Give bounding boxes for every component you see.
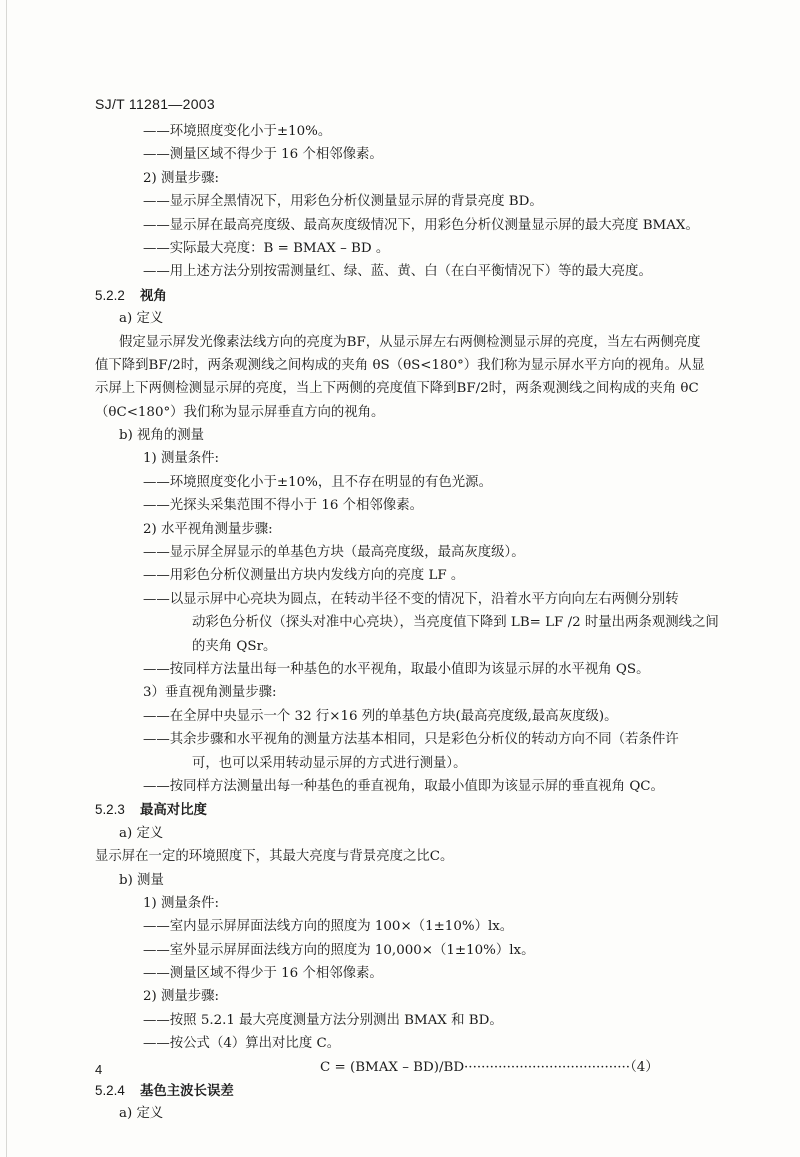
text-line: 的夹角 QSr。	[192, 638, 277, 654]
text-line: ——显示屏全黑情况下，用彩色分析仪测量显示屏的背景亮度 BD。	[143, 194, 543, 210]
section-heading	[0, 284, 800, 307]
text-line: ——按同样方法测量出每一种基色的垂直视角，取最小值即为该显示屏的垂直视角 QC。	[143, 778, 664, 794]
text-line: ——用彩色分析仪测量出方块内发线方向的亮度 LF 。	[143, 568, 465, 584]
text-line: 动彩色分析仪（探头对准中心亮块），当亮度值下降到 LB= LF /2 时量出两条观测线之间	[192, 615, 719, 631]
text-line: ——环境照度变化小于±10%，且不存在明显的有色光源。	[143, 474, 492, 490]
text-line: 2) 测量步骤:	[143, 989, 220, 1005]
formula-line: C = (BMAX – BD)/BD·······································（4）	[320, 1059, 659, 1075]
section-number: 5.2.4	[95, 1083, 125, 1099]
text-line: 值下降到BF/2时，两条观测线之间构成的夹角 θS（θS<180°）我们称为显示屏水平方向的视角。从显	[95, 357, 705, 373]
text-line: 1) 测量条件:	[143, 451, 220, 467]
text-line: 假定显示屏发光像素法线方向的亮度为BF，从显示屏左右两侧检测显示屏的亮度，当左右两侧亮度	[119, 334, 701, 350]
text-line: ——光探头采集范围不得小于 16 个相邻像素。	[143, 498, 423, 514]
text-line: ——以显示屏中心亮块为圆点，在转动半径不变的情况下，沿着水平方向向左右两侧分别转	[143, 591, 679, 607]
text-line: a) 定义	[119, 1106, 164, 1122]
text-line: ——用上述方法分别按需测量红、绿、蓝、黄、白（在白平衡情况下）等的最大亮度。	[143, 264, 652, 280]
text-line: 1) 测量条件:	[143, 895, 220, 911]
document-code: SJ/T 11281—2003	[95, 96, 215, 112]
section-title: 基色主波长误差	[140, 1084, 234, 1100]
text-line: ——环境照度变化小于±10%。	[143, 124, 332, 139]
text-line: 示屏上下两侧检测显示屏的亮度，当上下两侧的亮度值下降到BF/2时，两条观测线之间构成的夹角 θC	[95, 381, 699, 397]
text-line: b) 视角的测量	[119, 428, 205, 444]
text-line: ——按照 5.2.1 最大亮度测量方法分别测出 BMAX 和 BD。	[143, 1012, 503, 1028]
text-line: （θC<180°）我们称为显示屏垂直方向的视角。	[95, 404, 385, 420]
text-line: ——测量区域不得少于 16 个相邻像素。	[143, 147, 383, 163]
text-line: ——实际最大亮度：B = BMAX – BD 。	[143, 240, 390, 256]
text-line: ——按公式（4）算出对比度 C。	[143, 1036, 341, 1052]
section-heading	[0, 1079, 800, 1102]
text-line: a) 定义	[119, 825, 164, 841]
text-line: b) 测量	[119, 872, 164, 888]
text-line: 2) 水平视角测量步骤:	[143, 521, 273, 537]
text-line: ——其余步骤和水平视角的测量方法基本相同，只是彩色分析仪的转动方向不同（若条件许	[143, 732, 679, 748]
text-line: ——测量区域不得少于 16 个相邻像素。	[143, 966, 383, 982]
text-line: ——室内显示屏屏面法线方向的照度为 100×（1±10%）lx。	[143, 919, 514, 935]
page-number: 4	[95, 1062, 103, 1077]
text-line: 显示屏在一定的环境照度下，其最大亮度与背景亮度之比C。	[95, 849, 454, 865]
text-line: ——室外显示屏屏面法线方向的照度为 10,000×（1±10%）lx。	[143, 942, 535, 958]
text-line: a) 定义	[119, 311, 164, 327]
text-line: ——按同样方法量出每一种基色的水平视角，取最小值即为该显示屏的水平视角 QS。	[143, 661, 650, 677]
section-title: 视角	[140, 288, 167, 304]
text-line: 可，也可以采用转动显示屏的方式进行测量）。	[192, 755, 467, 771]
section-title: 最高对比度	[140, 803, 207, 819]
document-body	[0, 120, 800, 1126]
section-number: 5.2.2	[95, 287, 125, 303]
text-line: 2) 测量步骤:	[143, 170, 220, 186]
text-line: ——显示屏全屏显示的单基色方块（最高亮度级，最高灰度级）。	[143, 545, 525, 561]
section-heading	[0, 798, 800, 821]
text-line: 3）垂直视角测量步骤:	[143, 685, 277, 701]
text-line: ——在全屏中央显示一个 32 行×16 列的单基色方块(最高亮度级,最高灰度级)。	[143, 708, 618, 724]
text-line: ——显示屏在最高亮度级、最高灰度级情况下，用彩色分析仪测量显示屏的最大亮度 BMAX。	[143, 217, 699, 233]
section-number: 5.2.3	[95, 802, 125, 818]
